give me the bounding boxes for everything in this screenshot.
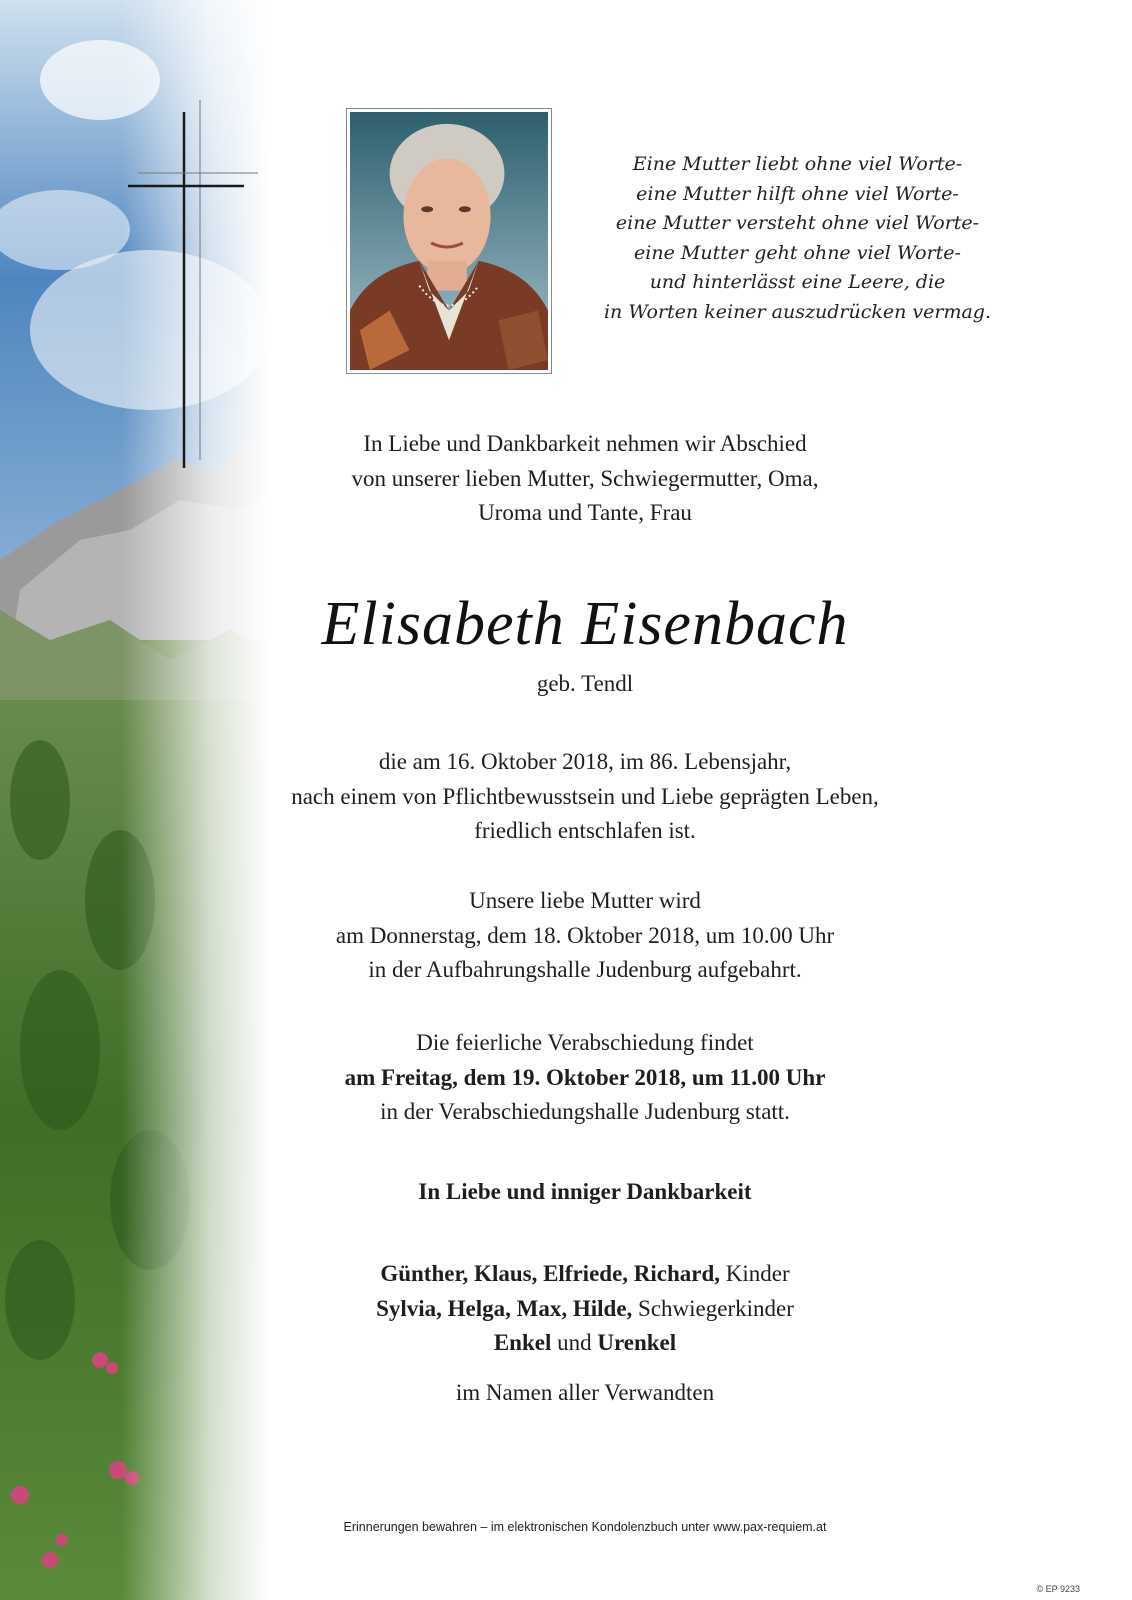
poem-line: eine Mutter geht ohne viel Worte- xyxy=(634,241,961,264)
intro-text xyxy=(230,427,940,531)
intro-line: Uroma und Tante, Frau xyxy=(478,500,692,525)
thanks-line: In Liebe und inniger Dankbarkeit xyxy=(418,1179,752,1204)
poem xyxy=(600,150,995,327)
viewing-notice xyxy=(230,884,940,988)
viewing-line: Unsere liebe Mutter wird xyxy=(469,888,701,913)
farewell-line: Die feierliche Verabschiedung findet xyxy=(416,1030,754,1055)
relatives-line: im Namen aller Verwandten xyxy=(455,1380,715,1405)
children-names: Günther, Klaus, Elfriede, Richard, xyxy=(380,1261,721,1286)
poem-line: und hinterlässt eine Leere, die xyxy=(649,271,946,293)
deceased-name: Elisabeth Eisenbach xyxy=(321,590,849,658)
great-grandchildren: Urenkel xyxy=(597,1330,677,1355)
poem-line: Eine Mutter liebt ohne viel Worte- xyxy=(632,153,963,175)
farewell-line: in der Verabschiedungshalle Judenburg statt. xyxy=(380,1099,790,1124)
children-label: Kinder xyxy=(725,1261,790,1286)
product-code: © EP 9233 xyxy=(1036,1584,1080,1594)
death-line: friedlich entschlafen ist. xyxy=(474,818,696,843)
poem-line: eine Mutter versteht ohne viel Worte- xyxy=(615,212,980,234)
birth-name: geb. Tendl xyxy=(536,671,634,696)
family-children xyxy=(230,1257,940,1292)
and-word: und xyxy=(557,1330,592,1355)
viewing-line: in der Aufbahrungshalle Judenburg aufgebahrt. xyxy=(368,957,802,982)
farewell-date: am Freitag, dem 19. Oktober 2018, um 11.00 Uhr xyxy=(344,1064,826,1090)
inlaws-label: Schwiegerkinder xyxy=(638,1295,794,1321)
farewell-notice xyxy=(230,1026,940,1130)
portrait-photo xyxy=(346,108,552,374)
poem-line: eine Mutter hilft ohne viel Worte- xyxy=(636,182,959,205)
viewing-line: am Donnerstag, dem 18. Oktober 2018, um 10.00 Uhr xyxy=(335,922,835,948)
inlaws-names: Sylvia, Helga, Max, Hilde, xyxy=(376,1295,633,1321)
intro-line: In Liebe und Dankbarkeit nehmen wir Abschied xyxy=(363,431,807,456)
footer-text: Erinnerungen bewahren – im elektronischen Kondolenzbuch unter www.pax-requiem.at xyxy=(343,1520,827,1534)
death-notice xyxy=(230,745,940,849)
cross-icon xyxy=(128,100,258,480)
intro-line: von unserer lieben Mutter, Schwiegermutter, Oma, xyxy=(351,465,819,491)
family-list xyxy=(230,1257,940,1361)
death-line: die am 16. Oktober 2018, im 86. Lebensjahr, xyxy=(378,749,792,774)
death-line: nach einem von Pflichtbewusstsein und Liebe geprägten Leben, xyxy=(291,783,879,809)
poem-line: in Worten keiner auszudrücken vermag. xyxy=(603,300,992,323)
family-grandchildren xyxy=(230,1326,940,1361)
grandchildren: Enkel xyxy=(493,1330,552,1355)
family-inlaws xyxy=(230,1292,940,1327)
